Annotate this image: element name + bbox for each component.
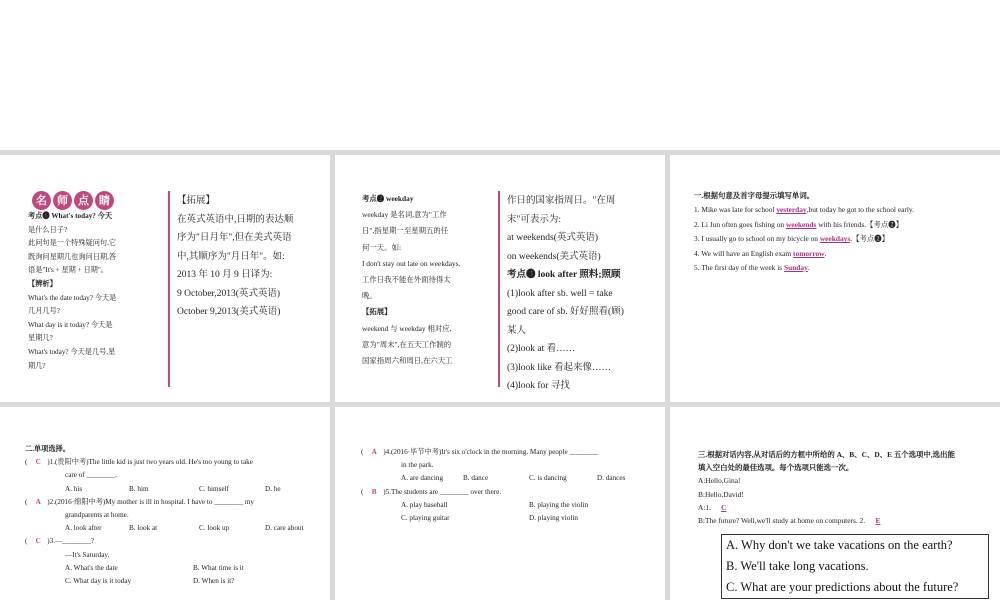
section-heading: 一.根据句意及首字母提示填写单词。 bbox=[694, 191, 815, 200]
item-text: . bbox=[807, 263, 810, 273]
options-row bbox=[361, 499, 656, 512]
text-line: I don't stay out late on weekdays. bbox=[362, 258, 461, 268]
option-text: B. dance bbox=[463, 474, 489, 483]
text-line: 【拓展】 bbox=[177, 196, 216, 206]
dialog-text: B:The future? Well,we'll study at home on computers. 2. bbox=[698, 516, 866, 526]
badge-char: 师 bbox=[53, 191, 72, 210]
dialog-text: A:1. bbox=[698, 502, 711, 512]
stem-text: )2.(2016·绵阳中考)My mother is ill in hospital. I have to ________ my bbox=[47, 497, 255, 506]
text-line: 末"可表示为: bbox=[507, 214, 562, 225]
dialog-line: B:Hello,David! bbox=[698, 489, 744, 499]
fill-item bbox=[694, 247, 994, 261]
fill-item bbox=[694, 232, 994, 246]
item-text: 5. The first day of the week is bbox=[694, 263, 784, 273]
option-text: C. look up bbox=[199, 524, 230, 533]
tip-left-text bbox=[28, 210, 140, 373]
item-text: . bbox=[824, 248, 827, 258]
text-line: 在英式英语中,日期的表达顺 bbox=[177, 214, 294, 225]
badge-char: 名 bbox=[32, 191, 51, 210]
tip-right-text bbox=[177, 192, 327, 322]
text-line: at weekends(英式英语) bbox=[507, 233, 599, 243]
answer-letter: E bbox=[875, 516, 881, 526]
text-line: on weekends(美式英语) bbox=[507, 251, 601, 262]
item-text: .【考点❷】 bbox=[850, 234, 890, 244]
text-line: 几月几号? bbox=[28, 307, 60, 316]
keypoint-right-text bbox=[507, 192, 657, 396]
text-line: (2)look at 看…… bbox=[507, 344, 576, 354]
options-row bbox=[25, 522, 320, 535]
answer-letter: A bbox=[371, 448, 377, 456]
option-text: C. is dancing bbox=[529, 474, 567, 483]
option-text: A. look after bbox=[65, 524, 102, 533]
dialog-section bbox=[698, 448, 994, 527]
text-line: 考点❶ What's today? 今天 bbox=[28, 212, 113, 220]
stem-text: )3.—________? bbox=[47, 537, 95, 546]
text-line: (3)look like 看起来像…… bbox=[507, 362, 611, 373]
option-text: D. he bbox=[265, 484, 281, 493]
section-heading: 填入空白处的最佳选项。每个选项只能选一次。 bbox=[698, 463, 854, 473]
text-line: 国家指周六和周日,在六天工 bbox=[362, 356, 453, 366]
text-line: 中,其顺序为"月日年"。如: bbox=[177, 251, 285, 262]
option-line: A. Why don't we take vacations on the earth? bbox=[726, 538, 953, 552]
answer-letter: C bbox=[35, 458, 41, 467]
dialog-line: A:Hello,Gina! bbox=[698, 476, 741, 486]
section-heading: 二.单项选择。 bbox=[25, 445, 70, 453]
option-line: B. We'll take long vacations. bbox=[726, 559, 869, 573]
text-line: 作日的国家指周日。"在周 bbox=[507, 196, 616, 206]
section-heading: 三.根据对话内容,从对话后的方框中所给的 A、B、C、D、E 五个选项中,选出能 bbox=[698, 450, 955, 459]
text-line: 考点❷ weekday bbox=[362, 194, 414, 203]
question-stem: ( B )5.The students are ________ over there. bbox=[361, 486, 656, 499]
options-box bbox=[721, 534, 989, 599]
question-stem: ( A )2.(2016·绵阳中考)My mother is ill in hospital. I have to ________ my bbox=[25, 496, 320, 509]
options-row bbox=[361, 472, 656, 485]
mc-section bbox=[25, 443, 320, 588]
text-line: weekday 是名词,意为"工作 bbox=[362, 210, 447, 220]
text-line: 星期几? bbox=[28, 334, 53, 343]
text-line: 【辨析】 bbox=[28, 279, 57, 288]
option-text: D. playing violin bbox=[529, 514, 578, 523]
text-line: 既询问星期几也询问日期,答 bbox=[28, 252, 117, 261]
divider-line bbox=[498, 191, 500, 387]
option-text: A. play baseball bbox=[401, 500, 448, 509]
option-text: D. dances bbox=[597, 474, 626, 483]
stem-text: )4.(2016·毕节中考)It's six o'clock in the morning. Many people ________ bbox=[383, 448, 599, 456]
text-line: 序为"日月年",但在美式英语 bbox=[177, 233, 292, 243]
mc-section-2 bbox=[361, 446, 656, 525]
text-line: October 9,2013(美式英语) bbox=[177, 307, 281, 317]
panel-multiple-choice-2 bbox=[335, 407, 665, 600]
divider-line bbox=[168, 191, 170, 387]
options-row bbox=[25, 575, 320, 588]
text-line: 意为"周末",在五天工作制的 bbox=[362, 339, 452, 349]
option-text: C. What day is it today bbox=[65, 577, 132, 586]
keypoint-left-text bbox=[362, 191, 484, 369]
question-stem: ( A )4.(2016·毕节中考)It's six o'clock in the morning. Many people ________ bbox=[361, 446, 656, 459]
stem-text: )5.The students are ________ over there. bbox=[383, 487, 502, 496]
options-row bbox=[361, 512, 656, 525]
panel-fill-in-words bbox=[670, 155, 1000, 402]
text-line: What day is it today? 今天是 bbox=[28, 320, 113, 329]
text-line: 考点❸ look after 照料;照顾 bbox=[507, 270, 621, 280]
option-line: C. What are your predictions about the future? bbox=[726, 580, 959, 594]
text-line: 是什么日子? bbox=[28, 225, 68, 234]
fill-item bbox=[694, 203, 994, 217]
fill-item bbox=[694, 218, 994, 232]
fill-item bbox=[694, 261, 994, 275]
answer-letter: C bbox=[35, 537, 41, 546]
text-line: 期几? bbox=[28, 361, 46, 370]
stem-text: —It's Saturday. bbox=[65, 550, 110, 559]
option-text: D. care about bbox=[265, 524, 304, 533]
option-text: B. playing the violin bbox=[529, 500, 589, 509]
text-line: (1)look after sb. well = take bbox=[507, 288, 613, 299]
options-row bbox=[25, 562, 320, 575]
text-line: 日",指星期一至星期五的任 bbox=[362, 226, 449, 236]
text-line: 此问句是一个特殊疑问句,它 bbox=[28, 239, 117, 248]
answer-letter: A bbox=[35, 497, 41, 506]
panel-key-points bbox=[335, 155, 665, 402]
item-text: with his friends.【考点❷】 bbox=[816, 219, 903, 229]
option-text: B. him bbox=[129, 484, 149, 493]
answer-text: yesterday bbox=[776, 205, 807, 215]
option-text: A. are dancing bbox=[401, 474, 444, 483]
text-line: What's today? 今天是几号,星 bbox=[28, 347, 116, 356]
panel-teacher-tips bbox=[0, 155, 330, 402]
text-line: weekend 与 weekday 相对应, bbox=[362, 323, 452, 333]
answer-text: Sunday bbox=[783, 263, 808, 273]
badge-char: 睛 bbox=[95, 191, 114, 210]
teacher-tips-badge bbox=[32, 191, 114, 210]
option-text: C. playing guitar bbox=[401, 514, 450, 523]
stem-text: care of ________. bbox=[65, 471, 118, 480]
text-line: 工作日我不能在外面待得太 bbox=[362, 275, 451, 285]
stem-text: grandparents at home. bbox=[65, 511, 129, 520]
question-stem: ( C )3.—________? bbox=[25, 535, 320, 548]
stem-text: )1.(贵阳中考)The little kid is just two years old. He's too young to take bbox=[47, 458, 253, 467]
item-text: ,but today he got to the school early. bbox=[806, 205, 914, 215]
text-line: 何一天。如: bbox=[362, 242, 402, 252]
option-text: C. himself bbox=[199, 484, 229, 493]
answer-text: weekends bbox=[785, 219, 817, 229]
text-line: 2013 年 10 月 9 日译为: bbox=[177, 270, 273, 280]
item-text: 2. Li Jun often goes fishing on bbox=[694, 219, 786, 229]
fill-in-section bbox=[694, 189, 994, 275]
option-text: B. What time is it bbox=[193, 563, 244, 572]
text-line: 【拓展】 bbox=[362, 307, 392, 317]
options-row bbox=[25, 483, 320, 496]
panel-dialog-completion bbox=[670, 407, 1000, 600]
text-line: 语是"It's + 星期 + 日期"。 bbox=[28, 266, 108, 275]
text-line: good care of sb. 好好照看(顾) bbox=[507, 307, 624, 317]
stem-text: in the park. bbox=[401, 461, 434, 470]
panel-multiple-choice bbox=[0, 407, 330, 600]
text-line: 某人 bbox=[507, 325, 527, 336]
badge-char: 点 bbox=[74, 191, 93, 210]
item-text: 4. We will have an English exam bbox=[694, 248, 794, 258]
text-line: What's the date today? 今天是 bbox=[28, 293, 117, 302]
option-text: B. look at bbox=[129, 524, 158, 533]
text-line: 晚。 bbox=[362, 291, 377, 301]
option-text: A. his bbox=[65, 484, 83, 493]
item-text: 3. I usually go to school on my bicycle on bbox=[694, 234, 820, 244]
dialog-line bbox=[698, 501, 994, 514]
option-text: A. What's the date bbox=[65, 563, 118, 572]
text-line: 9 October,2013(英式英语) bbox=[177, 288, 281, 299]
item-text: 1. Mike was late for school bbox=[694, 205, 777, 215]
answer-letter: C bbox=[721, 502, 727, 512]
option-text: D. When is it? bbox=[193, 577, 235, 586]
question-stem: ( C )1.(贵阳中考)The little kid is just two years old. He's too young to take bbox=[25, 456, 320, 469]
answer-letter: B bbox=[371, 487, 377, 496]
answer-text: weekdays bbox=[819, 234, 851, 244]
dialog-line bbox=[698, 514, 994, 527]
text-line: (4)look for 寻找 bbox=[507, 381, 570, 391]
answer-text: tomorrow bbox=[793, 248, 825, 258]
